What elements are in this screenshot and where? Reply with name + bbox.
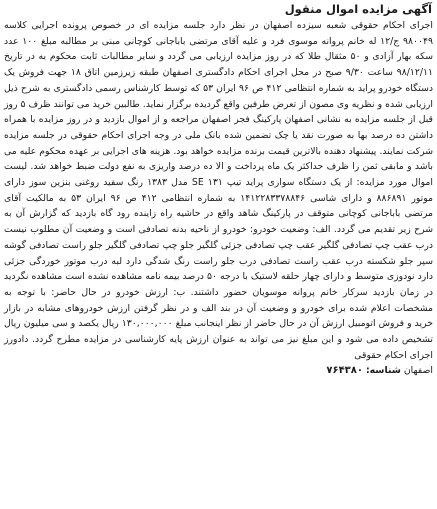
notice-id-value: ۷۶۴۳۸۰ — [326, 365, 363, 377]
footer-city: اصفهان — [403, 365, 433, 377]
notice-title: آگهی مزایده اموال منقول — [284, 2, 432, 16]
notice-id-label: شناسه: — [365, 365, 401, 377]
notice-body — [3, 18, 434, 363]
notice-body-text: اجرای احکام حقوقی شعبه سیزده اصفهان در نظر دارد جلسه مزایده ای در خصوص پرونده اجرایی کلاسه ۹۸۰۰۴۹ ج/۱۲ له خانم پروانه موسوی فرد و علیه آقای مرتضی باباجانی کوچانی مبنی بر مطالبه مبلغ ۱۰۰ عدد سکه بهار آزادی و ۵۰ مثقال طلا که در روز مزایده ارزیابی می گردد و سایر مطالبات ثابت محکوم به در تاریخ ۹۸/۱۲/۱۱ ساعت ۹/۳۰ صبح در محل اجرای احکام دادگستری اصفهان طبقه زیرزمین اتاق ۱۸ جهت فروش یک دستگاه خودرو پراید به شماره انتظامی ۴۱۲ ص ۹۶ ایران ۵۳ که توسط کارشناس رسمی دادگستری به شرح ذیل ارزیابی شده و نظریه وی مصون از تعرض طرفین واقع گردیده برگزار نماید. طالبین خرید می توانند ظرف ۵ روز قبل از جلسه مزایده به نشانی اصفهان پارکینگ فجر اصفهان مراجعه و از اموال بازدید و در روز مزایده با همراه داشتن ده درصد بها به صورت نقد یا چک تضمین شده بانک ملی در وجه اجرای احکام حقوقی در جلسه مزایده شرکت نمایند. پیشنهاد دهنده بالاترین قیمت برنده مزایده خواهد بود. هزینه های اجرایی بر عهده محکوم علیه می باشد و مابقی ثمن را ظرف حداکثر یک ماه پرداخت و الا ده درصد واریزی به نفع دولت ضبط خواهد شد. لیست اموال مورد مزایده: از یک دستگاه سواری پراید تیپ ۱۳۱ SE مدل ۱۳۸۳ رنگ سفید روغنی بنزین سوز دارای موتور ۸۸۶۸۹۱ و دارای شاسی ۱۴۱۲۲۸۳۳۷۸۸۴۶ به شماره انتظامی ۴۱۲ ص ۹۶ ایران ۵۳ به مالکیت آقای مرتضی باباجانی کوچانی متوقف در پارکینگ شاهد واقع در حاشیه راه زاینده رود گاه بازدید که گزارش آن به شرح زیر تقدیم می گردد. الف: وضعیت خودرو: خودرو از ناحیه بدنه تصادفی است و وضعیت آن مطلوب نیست درب عقب چپ تصادفی گلگیر عقب چپ تصادفی جزئی گلگیر جلو چپ تصادفی گلگیر جلو راست تصادفی گوشه سپر جلو شکسته درب عقب راست تصادفی درب جلو راست رنگ شدگی دارد لبه درب موتور خوردگی جزئی دارد نودوزی متوسط و دارای چهار حلقه لاستیک با درجه ۵۰ درصد بیمه نامه مشاهده نشده است مشاهده نگردید در زمان بازدید سرکار خانم پروانه موسویان حضور داشتند. ب: ارزش خودرو در حال حاضر: با توجه به مشخصات اعلام شده برای خودرو و وضعیت آن در بند الف و در نظر گرفتن ارزش خودروهای مشابه در بازار خرید و فروش اتومبیل ارزش آن در حال حاضر از نظر اینجانب مبلغ ۱۳۰,۰۰۰,۰۰۰ ریال یکصد و سی میلیون ریال تشخیص داده می شود و این مبلغ نیز می تواند به عنوان ارزش پایه کارشناسی در مزایده مطرح گردد. دادورز اجرای احکام حقوقی — [4, 20, 434, 361]
notice-footer — [4, 363, 433, 379]
